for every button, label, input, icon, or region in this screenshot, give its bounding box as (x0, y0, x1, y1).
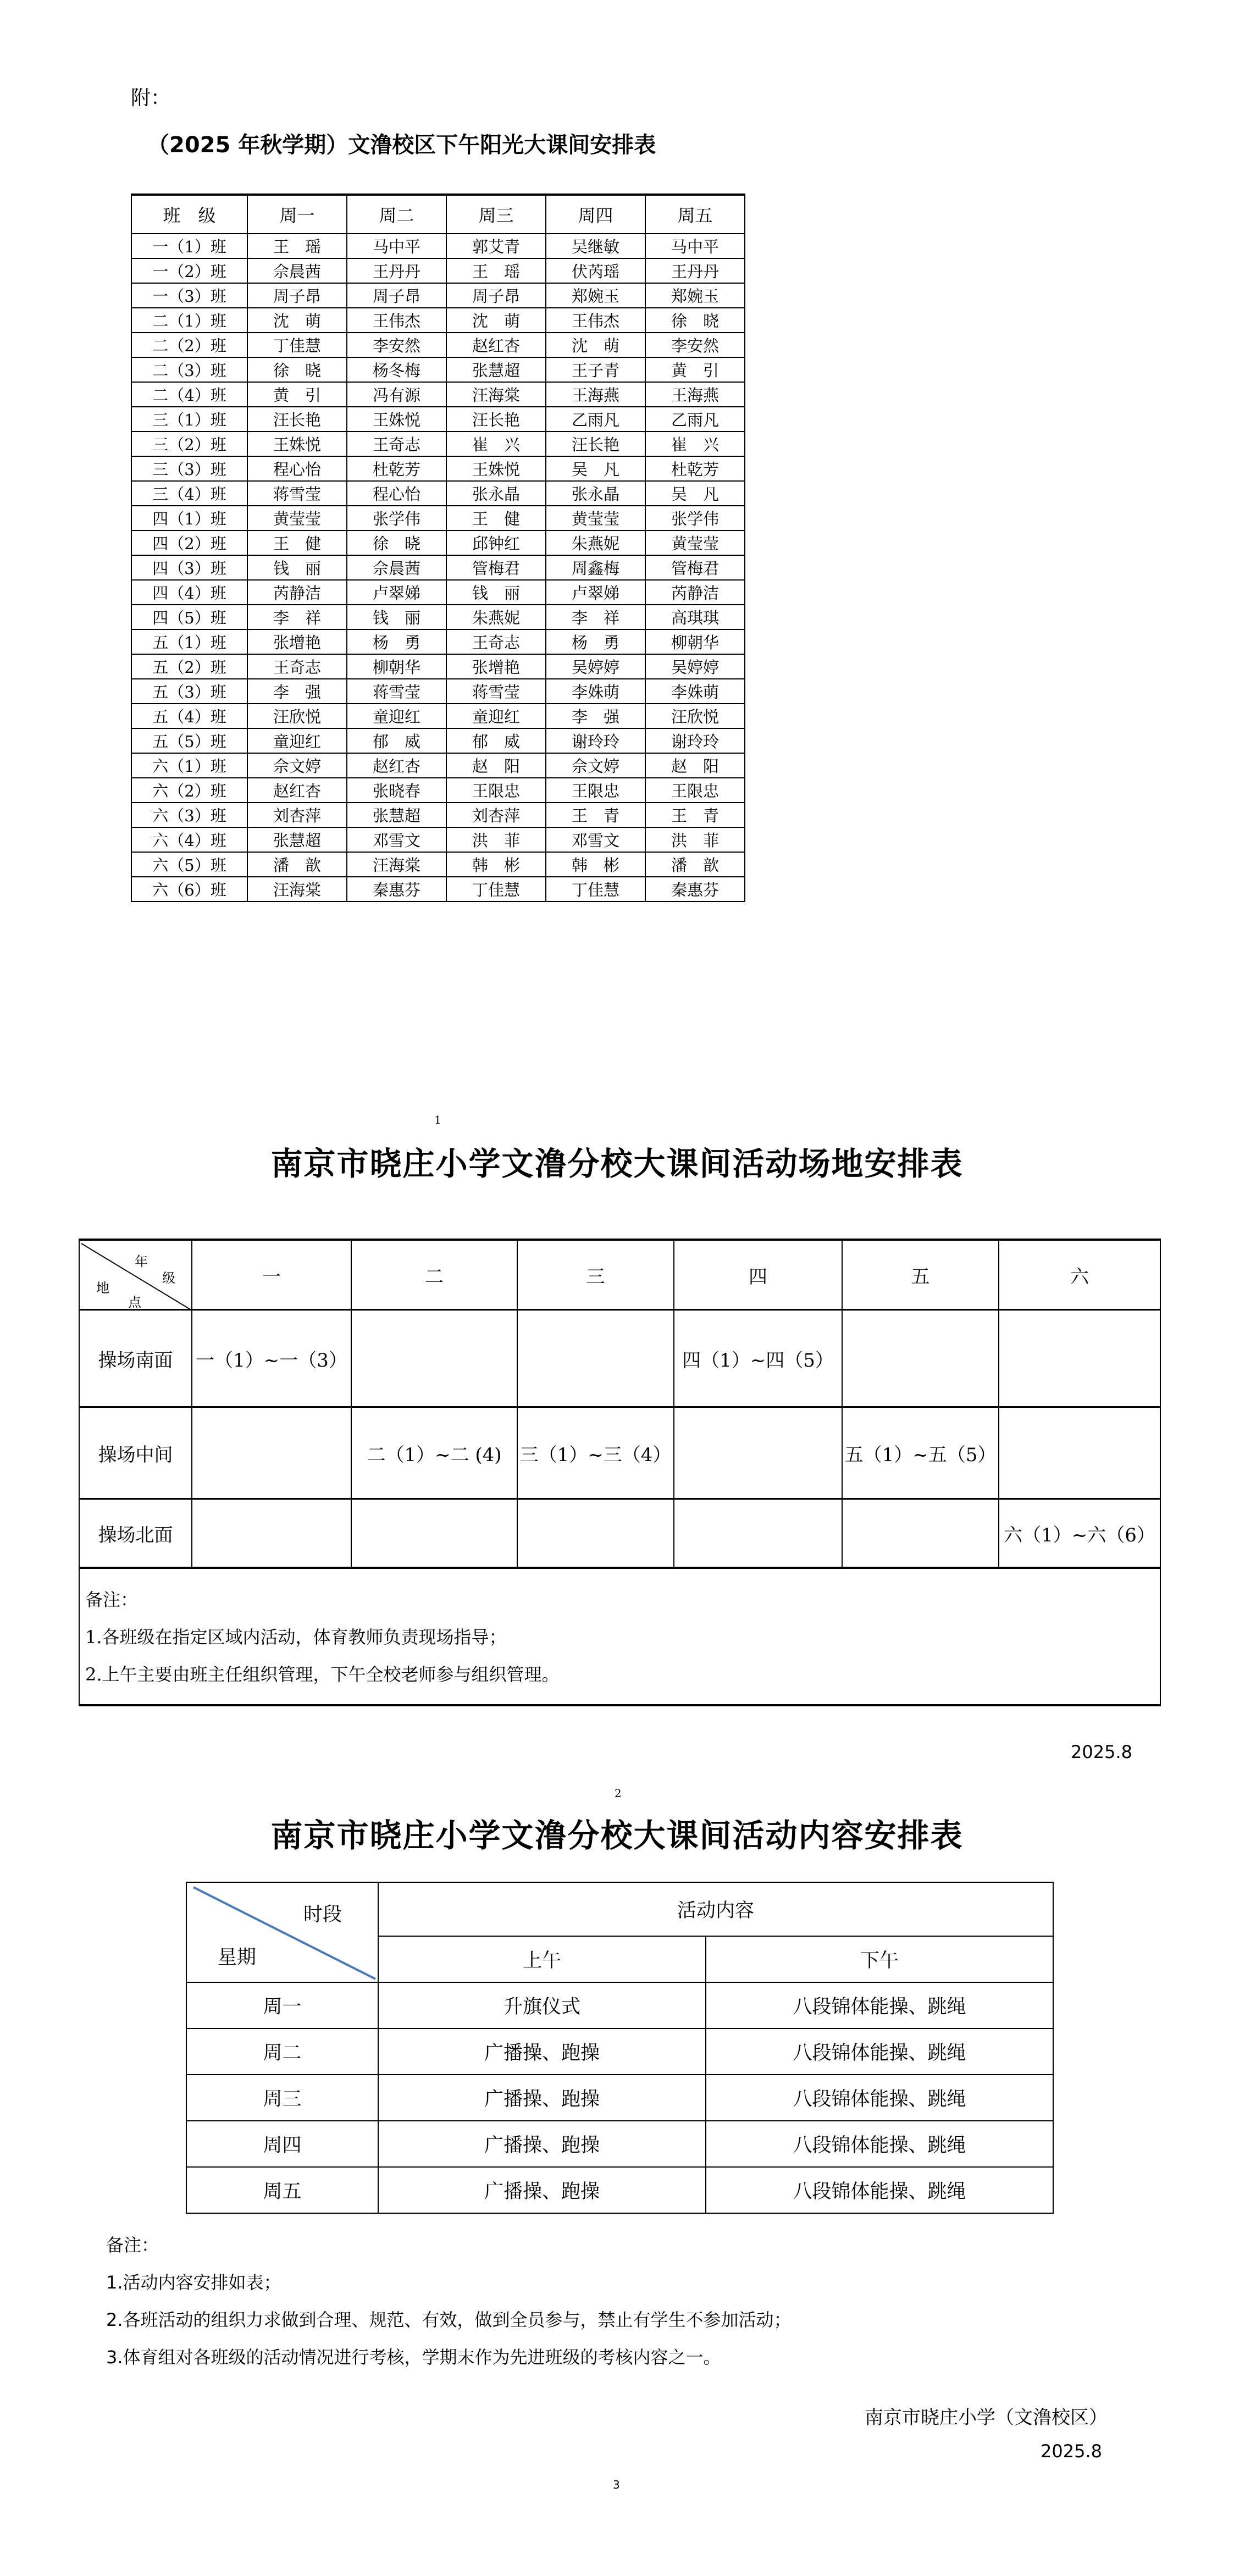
teacher-cell: 黄 引 (645, 357, 745, 382)
class-name-cell: 一（1）班 (131, 234, 247, 258)
teacher-cell: 周子昂 (347, 283, 446, 308)
notes-cell (79, 1568, 1160, 1705)
day-cell: 周二 (186, 2028, 378, 2075)
teacher-cell: 崔 兴 (446, 432, 546, 456)
teacher-cell: 刘杏萍 (446, 803, 546, 827)
teacher-cell: 邓雪文 (546, 827, 645, 852)
teacher-cell: 郑婉玉 (546, 283, 645, 308)
table-row (131, 432, 745, 456)
grade-header: 四 (674, 1240, 842, 1310)
class-name-cell: 二（1）班 (131, 308, 247, 333)
signature: 南京市晓庄小学（文澛校区） (865, 2407, 1108, 2429)
teacher-cell: 朱燕妮 (446, 605, 546, 629)
header-afternoon: 下午 (706, 1936, 1053, 1982)
corner-header-cell (186, 1882, 378, 1982)
afternoon-schedule-title: （2025 年秋学期）文澛校区下午阳光大课间安排表 (147, 132, 656, 158)
teacher-cell: 杜乾芳 (347, 456, 446, 481)
teacher-cell: 洪 菲 (446, 827, 546, 852)
note-item: 2.上午主要由班主任组织管理，下午全校老师参与组织管理。 (85, 1664, 560, 1685)
teacher-cell: 黄 引 (247, 382, 347, 407)
class-name-cell: 四（5）班 (131, 605, 247, 629)
table-row (131, 629, 745, 654)
table-row (131, 778, 745, 803)
teacher-cell: 汪长艳 (446, 407, 546, 432)
class-name-cell: 三（1）班 (131, 407, 247, 432)
notes-block (106, 2226, 792, 2376)
class-name-cell: 四（3）班 (131, 555, 247, 580)
teacher-cell: 芮静洁 (247, 580, 347, 605)
teacher-cell: 柳朝华 (347, 654, 446, 679)
teacher-cell: 韩 彬 (446, 852, 546, 877)
table-row (131, 308, 745, 333)
teacher-cell: 钱 丽 (347, 605, 446, 629)
teacher-cell: 李姝萌 (645, 679, 745, 704)
teacher-cell: 柳朝华 (645, 629, 745, 654)
class-name-cell: 五（5）班 (131, 728, 247, 753)
venue-cell (351, 1499, 517, 1568)
table-row (131, 679, 745, 704)
document-date: 2025.8 (1041, 2441, 1102, 2462)
teacher-cell: 吴 凡 (645, 481, 745, 506)
day-cell: 周五 (186, 2167, 378, 2213)
teacher-cell: 李安然 (645, 333, 745, 357)
venue-cell (351, 1310, 517, 1407)
teacher-cell: 张晓春 (347, 778, 446, 803)
grade-header: 一 (192, 1240, 351, 1310)
table-row (131, 803, 745, 827)
venue-cell (999, 1407, 1160, 1499)
notes-row (79, 1568, 1160, 1705)
venue-cell: 三（1）~三（4） (517, 1407, 674, 1499)
afternoon-activity-cell: 八段锦体能操、跳绳 (706, 2121, 1053, 2167)
afternoon-activity-cell: 八段锦体能操、跳绳 (706, 2167, 1053, 2213)
teacher-cell: 管梅君 (446, 555, 546, 580)
header-fri: 周五 (645, 195, 745, 234)
morning-activity-cell: 广播操、跑操 (378, 2075, 706, 2121)
teacher-cell: 韩 彬 (546, 852, 645, 877)
teacher-cell: 丁佳慧 (247, 333, 347, 357)
table-row (186, 1982, 1053, 2028)
table-row (131, 877, 745, 902)
page-number: 2 (615, 1787, 622, 1800)
corner-label-day: 星期 (218, 1947, 257, 1969)
class-name-cell: 三（3）班 (131, 456, 247, 481)
table-row (131, 654, 745, 679)
teacher-cell: 徐 晓 (247, 357, 347, 382)
teacher-cell: 王伟杰 (546, 308, 645, 333)
teacher-cell: 高琪琪 (645, 605, 745, 629)
teacher-cell: 王 健 (247, 530, 347, 555)
teacher-cell: 王 青 (546, 803, 645, 827)
table-row (131, 530, 745, 555)
teacher-cell: 王姝悦 (247, 432, 347, 456)
teacher-cell: 王姝悦 (347, 407, 446, 432)
corner-label-loc-1: 地 (96, 1280, 109, 1296)
teacher-cell: 郑婉玉 (645, 283, 745, 308)
page-number: 1 (434, 1113, 441, 1126)
header-mon: 周一 (247, 195, 347, 234)
teacher-cell: 卢翠娣 (546, 580, 645, 605)
table-row (186, 2075, 1053, 2121)
class-name-cell: 六（1）班 (131, 753, 247, 778)
morning-activity-cell: 广播操、跑操 (378, 2121, 706, 2167)
table-row (131, 753, 745, 778)
teacher-cell: 杨 勇 (546, 629, 645, 654)
class-name-cell: 三（2）班 (131, 432, 247, 456)
teacher-cell: 秦惠芬 (347, 877, 446, 902)
teacher-cell: 蒋雪莹 (446, 679, 546, 704)
table-row (186, 2121, 1053, 2167)
teacher-cell: 张增艳 (446, 654, 546, 679)
venue-cell (842, 1310, 999, 1407)
teacher-cell: 王伟杰 (347, 308, 446, 333)
teacher-cell: 王限忠 (645, 778, 745, 803)
class-name-cell: 三（4）班 (131, 481, 247, 506)
activity-content-title: 南京市晓庄小学文澛分校大课间活动内容安排表 (270, 1817, 964, 1854)
teacher-cell: 马中平 (645, 234, 745, 258)
class-name-cell: 四（2）班 (131, 530, 247, 555)
teacher-cell: 刘杏萍 (247, 803, 347, 827)
teacher-cell: 崔 兴 (645, 432, 745, 456)
teacher-cell: 张慧超 (247, 827, 347, 852)
document-date: 2025.8 (1071, 1742, 1132, 1762)
teacher-cell: 李 强 (546, 704, 645, 728)
teacher-cell: 黄莹莹 (645, 530, 745, 555)
teacher-cell: 王海燕 (645, 382, 745, 407)
venue-cell: 二（1）~二 (4) (351, 1407, 517, 1499)
table-header-row (79, 1240, 1160, 1310)
activity-content-table (186, 1882, 1054, 2214)
class-name-cell: 五（1）班 (131, 629, 247, 654)
teacher-cell: 张永晶 (546, 481, 645, 506)
table-header-row (186, 1882, 1053, 1936)
corner-label-grade-1: 年 (135, 1254, 148, 1269)
teacher-cell: 汪海棠 (247, 877, 347, 902)
corner-header-cell (79, 1240, 192, 1310)
table-row (131, 852, 745, 877)
venue-cell (517, 1499, 674, 1568)
teacher-cell: 王 健 (446, 506, 546, 530)
grade-header: 二 (351, 1240, 517, 1310)
table-row (131, 704, 745, 728)
teacher-cell: 王奇志 (446, 629, 546, 654)
table-row (131, 382, 745, 407)
teacher-cell: 张慧超 (347, 803, 446, 827)
teacher-cell: 王 瑶 (247, 234, 347, 258)
venue-cell (192, 1499, 351, 1568)
teacher-cell: 汪长艳 (546, 432, 645, 456)
header-morning: 上午 (378, 1936, 706, 1982)
teacher-cell: 郁 威 (446, 728, 546, 753)
page-number: 3 (613, 2478, 620, 2491)
teacher-cell: 朱燕妮 (546, 530, 645, 555)
class-name-cell: 六（4）班 (131, 827, 247, 852)
teacher-cell: 谢玲玲 (645, 728, 745, 753)
class-name-cell: 五（4）班 (131, 704, 247, 728)
teacher-cell: 杜乾芳 (645, 456, 745, 481)
teacher-cell: 王限忠 (546, 778, 645, 803)
table-row (131, 481, 745, 506)
teacher-cell: 王子青 (546, 357, 645, 382)
header-class: 班 级 (131, 195, 247, 234)
teacher-cell: 伏芮瑶 (546, 258, 645, 283)
header-thu: 周四 (546, 195, 645, 234)
teacher-cell: 潘 歆 (645, 852, 745, 877)
table-row (131, 234, 745, 258)
venue-cell: 一（1）~一（3） (192, 1310, 351, 1407)
teacher-cell: 赵 阳 (645, 753, 745, 778)
table-row (131, 506, 745, 530)
teacher-cell: 王奇志 (347, 432, 446, 456)
class-name-cell: 一（2）班 (131, 258, 247, 283)
teacher-cell: 赵 阳 (446, 753, 546, 778)
teacher-cell: 徐 晓 (347, 530, 446, 555)
note-item: 1.各班级在指定区域内活动，体育教师负责现场指导； (85, 1627, 507, 1648)
teacher-cell: 童迎红 (247, 728, 347, 753)
table-row (186, 2028, 1053, 2075)
teacher-cell: 乙雨凡 (546, 407, 645, 432)
teacher-cell: 卢翠娣 (347, 580, 446, 605)
venue-cell: 六（1）~六（6） (999, 1499, 1160, 1568)
teacher-cell: 邓雪文 (347, 827, 446, 852)
teacher-cell: 秦惠芬 (645, 877, 745, 902)
teacher-cell: 童迎红 (446, 704, 546, 728)
day-cell: 周三 (186, 2075, 378, 2121)
table-row (186, 2167, 1053, 2213)
class-name-cell: 六（2）班 (131, 778, 247, 803)
teacher-cell: 蒋雪莹 (247, 481, 347, 506)
teacher-cell: 汪欣悦 (247, 704, 347, 728)
table-row (131, 333, 745, 357)
teacher-cell: 蒋雪莹 (347, 679, 446, 704)
appendix-label: 附： (131, 87, 171, 109)
teacher-cell: 芮静洁 (645, 580, 745, 605)
venue-schedule-title: 南京市晓庄小学文澛分校大课间活动场地安排表 (270, 1145, 964, 1182)
venue-cell (842, 1499, 999, 1568)
teacher-cell: 钱 丽 (446, 580, 546, 605)
teacher-cell: 王 瑶 (446, 258, 546, 283)
teacher-cell: 汪长艳 (247, 407, 347, 432)
venue-table (79, 1239, 1161, 1706)
teacher-cell: 王海燕 (546, 382, 645, 407)
grade-header: 五 (842, 1240, 999, 1310)
teacher-cell: 郭艾青 (446, 234, 546, 258)
teacher-cell: 管梅君 (645, 555, 745, 580)
teacher-cell: 邱钟红 (446, 530, 546, 555)
note-item: 3.体育组对各班级的活动情况进行考核，学期末作为先进班级的考核内容之一。 (106, 2347, 721, 2368)
day-cell: 周一 (186, 1982, 378, 2028)
afternoon-duty-table (131, 194, 745, 902)
teacher-cell: 佘文婷 (247, 753, 347, 778)
teacher-cell: 佘晨茜 (347, 555, 446, 580)
teacher-cell: 黄莹莹 (247, 506, 347, 530)
group-header: 活动内容 (378, 1882, 1053, 1936)
location-label: 操场南面 (79, 1310, 192, 1407)
table-row (131, 456, 745, 481)
class-name-cell: 四（4）班 (131, 580, 247, 605)
table-row (79, 1407, 1160, 1499)
note-item: 1.活动内容安排如表； (106, 2272, 281, 2293)
teacher-cell: 钱 丽 (247, 555, 347, 580)
class-name-cell: 五（2）班 (131, 654, 247, 679)
class-name-cell: 六（6）班 (131, 877, 247, 902)
teacher-cell: 李 强 (247, 679, 347, 704)
corner-label-period: 时段 (303, 1904, 342, 1926)
teacher-cell: 丁佳慧 (546, 877, 645, 902)
class-name-cell: 二（4）班 (131, 382, 247, 407)
teacher-cell: 童迎红 (347, 704, 446, 728)
teacher-cell: 沈 萌 (247, 308, 347, 333)
teacher-cell: 郁 威 (347, 728, 446, 753)
table-header-row (131, 195, 745, 234)
header-wed: 周三 (446, 195, 546, 234)
teacher-cell: 李安然 (347, 333, 446, 357)
venue-cell (517, 1310, 674, 1407)
note-item: 2.各班活动的组织力求做到合理、规范、有效，做到全员参与，禁止有学生不参加活动； (106, 2309, 792, 2330)
teacher-cell: 王丹丹 (645, 258, 745, 283)
table-row (131, 580, 745, 605)
header-tue: 周二 (347, 195, 446, 234)
table-row (131, 827, 745, 852)
teacher-cell: 杨冬梅 (347, 357, 446, 382)
teacher-cell: 张永晶 (446, 481, 546, 506)
notes-title: 备注： (85, 1589, 139, 1610)
teacher-cell: 佘文婷 (546, 753, 645, 778)
notes-title: 备注： (106, 2235, 159, 2256)
teacher-cell: 沈 萌 (546, 333, 645, 357)
table-row (131, 357, 745, 382)
grade-header: 三 (517, 1240, 674, 1310)
teacher-cell: 沈 萌 (446, 308, 546, 333)
teacher-cell: 周子昂 (446, 283, 546, 308)
teacher-cell: 王姝悦 (446, 456, 546, 481)
teacher-cell: 谢玲玲 (546, 728, 645, 753)
teacher-cell: 张慧超 (446, 357, 546, 382)
teacher-cell: 王限忠 (446, 778, 546, 803)
location-label: 操场北面 (79, 1499, 192, 1568)
teacher-cell: 吴继敏 (546, 234, 645, 258)
teacher-cell: 吴 凡 (546, 456, 645, 481)
teacher-cell: 汪海棠 (446, 382, 546, 407)
afternoon-activity-cell: 八段锦体能操、跳绳 (706, 1982, 1053, 2028)
teacher-cell: 王奇志 (247, 654, 347, 679)
teacher-cell: 张学伟 (645, 506, 745, 530)
teacher-cell: 吴婷婷 (645, 654, 745, 679)
teacher-cell: 吴婷婷 (546, 654, 645, 679)
teacher-cell: 佘晨茜 (247, 258, 347, 283)
table-row (79, 1499, 1160, 1568)
class-name-cell: 四（1）班 (131, 506, 247, 530)
teacher-cell: 李 祥 (247, 605, 347, 629)
teacher-cell: 王 青 (645, 803, 745, 827)
table-row (79, 1310, 1160, 1407)
afternoon-activity-cell: 八段锦体能操、跳绳 (706, 2075, 1053, 2121)
teacher-cell: 周鑫梅 (546, 555, 645, 580)
teacher-cell: 丁佳慧 (446, 877, 546, 902)
teacher-cell: 徐 晓 (645, 308, 745, 333)
location-label: 操场中间 (79, 1407, 192, 1499)
class-name-cell: 二（2）班 (131, 333, 247, 357)
teacher-cell: 汪欣悦 (645, 704, 745, 728)
teacher-cell: 王丹丹 (347, 258, 446, 283)
teacher-cell: 冯有源 (347, 382, 446, 407)
afternoon-activity-cell: 八段锦体能操、跳绳 (706, 2028, 1053, 2075)
grade-header: 六 (999, 1240, 1160, 1310)
teacher-cell: 乙雨凡 (645, 407, 745, 432)
teacher-cell: 程心怡 (247, 456, 347, 481)
teacher-cell: 潘 歆 (247, 852, 347, 877)
teacher-cell: 李姝萌 (546, 679, 645, 704)
teacher-cell: 洪 菲 (645, 827, 745, 852)
morning-activity-cell: 升旗仪式 (378, 1982, 706, 2028)
venue-cell: 五（1）~五（5） (842, 1407, 999, 1499)
venue-cell: 四（1）~四（5） (674, 1310, 842, 1407)
venue-cell (674, 1407, 842, 1499)
teacher-cell: 赵红杏 (247, 778, 347, 803)
teacher-cell: 赵红杏 (446, 333, 546, 357)
teacher-cell: 张增艳 (247, 629, 347, 654)
table-row (131, 605, 745, 629)
diagonal-divider (187, 1883, 378, 1982)
table-row (131, 728, 745, 753)
teacher-cell: 黄莹莹 (546, 506, 645, 530)
table-row (131, 407, 745, 432)
teacher-cell: 程心怡 (347, 481, 446, 506)
table-row (131, 258, 745, 283)
venue-cell (999, 1310, 1160, 1407)
class-name-cell: 六（3）班 (131, 803, 247, 827)
teacher-cell: 汪海棠 (347, 852, 446, 877)
table-row (131, 283, 745, 308)
day-cell: 周四 (186, 2121, 378, 2167)
venue-cell (192, 1407, 351, 1499)
morning-activity-cell: 广播操、跑操 (378, 2167, 706, 2213)
table-row (131, 555, 745, 580)
corner-label-grade-2: 级 (162, 1270, 175, 1286)
class-name-cell: 六（5）班 (131, 852, 247, 877)
teacher-cell: 赵红杏 (347, 753, 446, 778)
class-name-cell: 二（3）班 (131, 357, 247, 382)
class-name-cell: 一（3）班 (131, 283, 247, 308)
venue-cell (674, 1499, 842, 1568)
class-name-cell: 五（3）班 (131, 679, 247, 704)
corner-label-loc-2: 点 (128, 1295, 141, 1310)
teacher-cell: 马中平 (347, 234, 446, 258)
teacher-cell: 张学伟 (347, 506, 446, 530)
morning-activity-cell: 广播操、跑操 (378, 2028, 706, 2075)
teacher-cell: 杨 勇 (347, 629, 446, 654)
teacher-cell: 李 祥 (546, 605, 645, 629)
teacher-cell: 周子昂 (247, 283, 347, 308)
